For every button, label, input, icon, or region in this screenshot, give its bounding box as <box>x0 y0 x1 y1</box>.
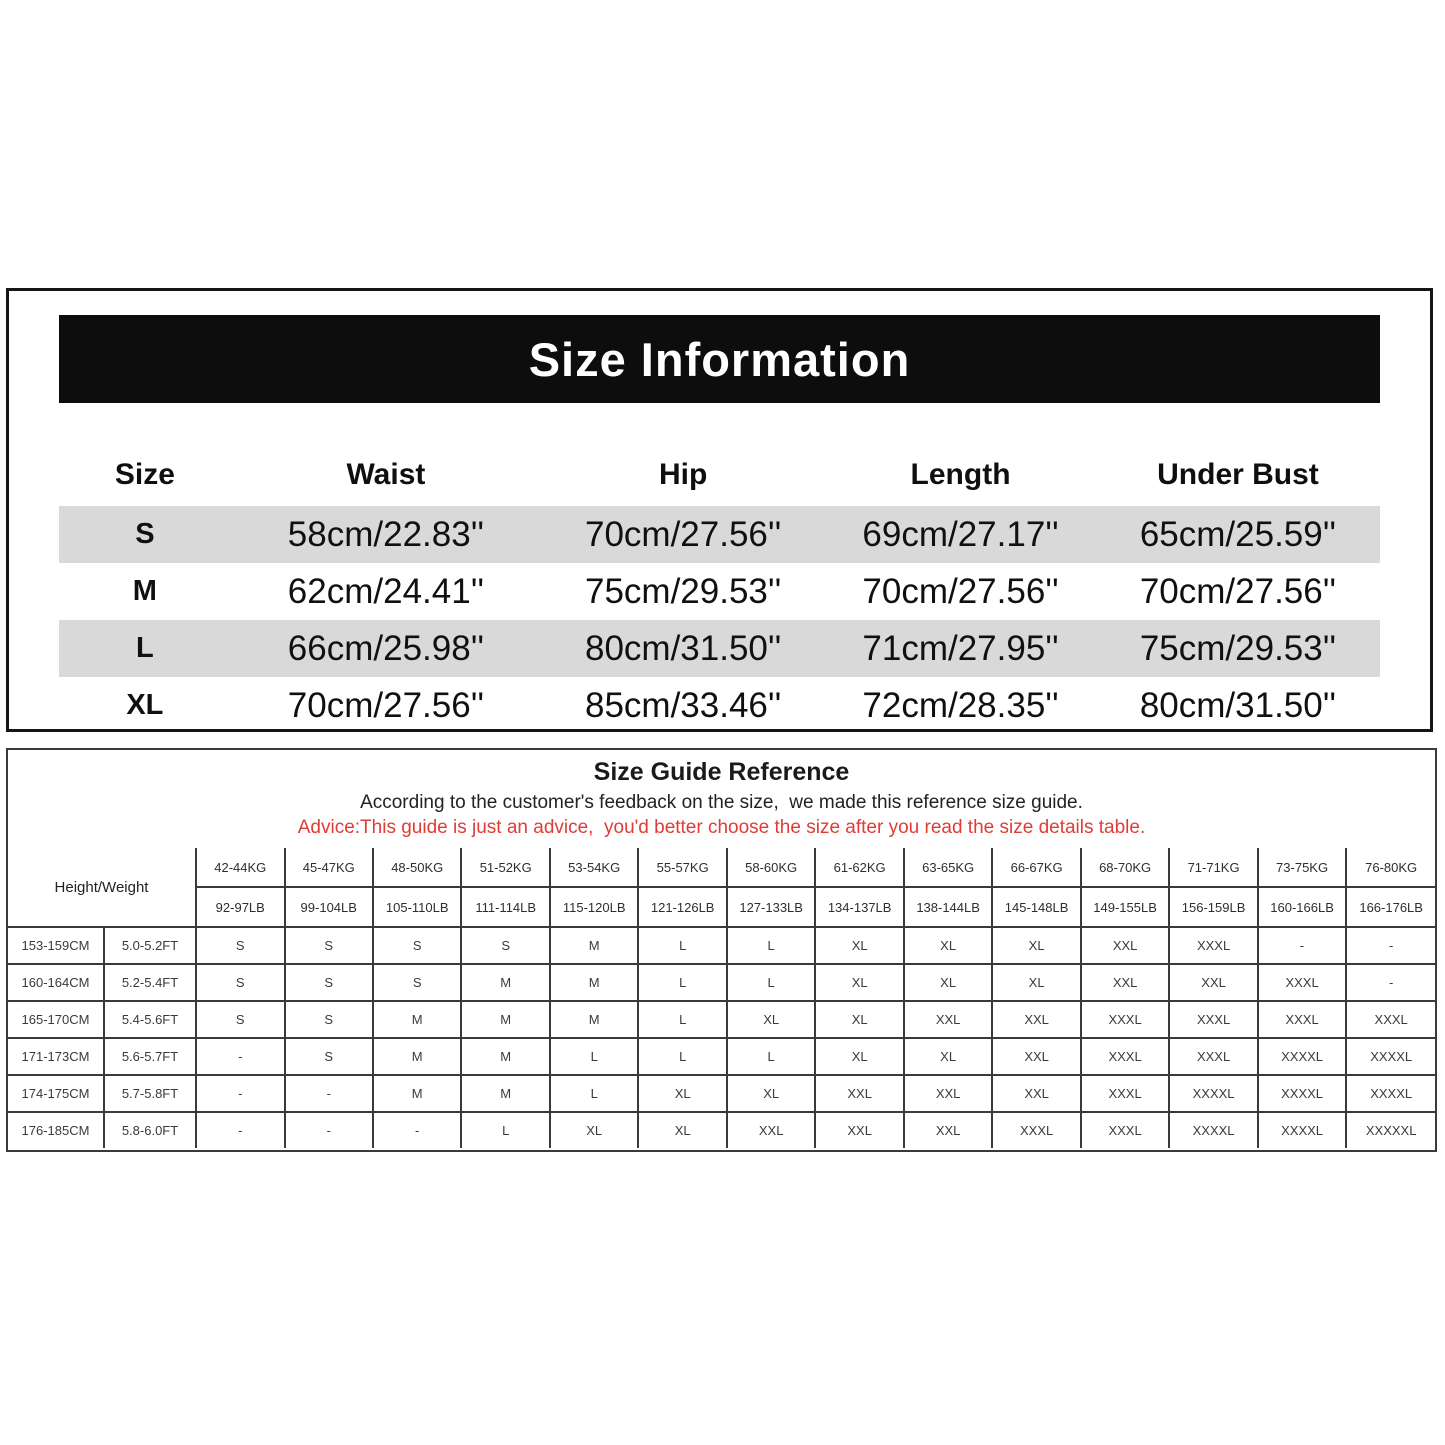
weight-lb-cell: 115-120LB <box>550 887 638 927</box>
recommended-size-cell: XXL <box>727 1112 815 1148</box>
weight-kg-cell: 45-47KG <box>285 848 373 887</box>
hip-cell: 80cm/31.50'' <box>585 628 782 668</box>
recommended-size-cell: XL <box>904 927 992 964</box>
weight-lb-cell: 156-159LB <box>1169 887 1257 927</box>
recommended-size-cell: - <box>285 1075 373 1112</box>
recommended-size-cell: XL <box>815 964 903 1001</box>
weight-lb-cell: 160-166LB <box>1258 887 1346 927</box>
size-row <box>59 563 1380 620</box>
recommended-size-cell: XXXXXL <box>1346 1112 1435 1148</box>
recommended-size-cell: L <box>638 927 726 964</box>
under-bust-cell: 75cm/29.53'' <box>1139 628 1337 668</box>
recommended-size-cell: S <box>373 927 461 964</box>
recommended-size-cell: XXXXL <box>1346 1075 1435 1112</box>
weight-lb-cell: 166-176LB <box>1346 887 1435 927</box>
size-guide-table-head <box>8 848 1435 927</box>
column-header: Length <box>910 458 1011 491</box>
recommended-size-cell: S <box>196 1001 284 1038</box>
column-header: Size <box>114 458 175 491</box>
recommended-size-cell: XXL <box>815 1112 903 1148</box>
size-cell: L <box>136 632 154 664</box>
recommended-size-cell: XL <box>992 927 1080 964</box>
recommended-size-cell: XL <box>638 1075 726 1112</box>
weight-lb-cell: 145-148LB <box>992 887 1080 927</box>
size-row <box>59 506 1380 563</box>
recommended-size-cell: XL <box>992 964 1080 1001</box>
recommended-size-cell: XL <box>638 1112 726 1148</box>
weight-kg-cell: 76-80KG <box>1346 848 1435 887</box>
recommended-size-cell: XXXXL <box>1258 1038 1346 1075</box>
recommended-size-cell: XXL <box>1081 927 1169 964</box>
recommended-size-cell: L <box>727 927 815 964</box>
height-ft-cell: 5.4-5.6FT <box>104 1001 196 1038</box>
height-cm-cell: 174-175CM <box>8 1075 104 1112</box>
weight-kg-cell: 61-62KG <box>815 848 903 887</box>
recommended-size-cell: S <box>373 964 461 1001</box>
recommended-size-cell: L <box>461 1112 549 1148</box>
column-header: Hip <box>658 458 708 491</box>
weight-lb-cell: 105-110LB <box>373 887 461 927</box>
waist-cell: 70cm/27.56'' <box>287 685 485 725</box>
recommended-size-cell: - <box>196 1038 284 1075</box>
weight-kg-cell: 66-67KG <box>992 848 1080 887</box>
size-information-table-body <box>59 506 1380 734</box>
height-weight-corner-cell: Height/Weight <box>8 848 196 927</box>
recommended-size-cell: - <box>1258 927 1346 964</box>
recommended-size-cell: XXL <box>1169 964 1257 1001</box>
recommended-size-cell: XXXL <box>1169 1038 1257 1075</box>
recommended-size-cell: XXXXL <box>1346 1038 1435 1075</box>
size-cell: S <box>135 518 155 550</box>
weight-kg-cell: 48-50KG <box>373 848 461 887</box>
recommended-size-cell: M <box>461 1075 549 1112</box>
size-information-header-row <box>59 403 1380 506</box>
hip-cell: 70cm/27.56'' <box>585 514 782 554</box>
weight-lb-cell: 92-97LB <box>196 887 284 927</box>
recommended-size-cell: XXL <box>904 1001 992 1038</box>
size-guide-table-body <box>8 927 1435 1148</box>
recommended-size-cell: XXL <box>904 1075 992 1112</box>
recommended-size-cell: M <box>550 1001 638 1038</box>
weight-kg-cell: 51-52KG <box>461 848 549 887</box>
recommended-size-cell: M <box>461 964 549 1001</box>
recommended-size-cell: XXXL <box>1258 1001 1346 1038</box>
recommended-size-cell: S <box>285 927 373 964</box>
recommended-size-cell: XXXL <box>1169 927 1257 964</box>
size-guide-advice: Advice:This guide is just an advice, you'd better choose the size after you read the size details table. <box>297 817 1146 838</box>
size-cell: XL <box>126 689 164 721</box>
recommended-size-cell: XXXXL <box>1258 1112 1346 1148</box>
length-cell: 71cm/27.95'' <box>862 628 1059 668</box>
recommended-size-cell: S <box>461 927 549 964</box>
recommended-size-cell: - <box>373 1112 461 1148</box>
weight-kg-cell: 42-44KG <box>196 848 284 887</box>
recommended-size-cell: XL <box>904 964 992 1001</box>
recommended-size-cell: XL <box>550 1112 638 1148</box>
recommended-size-cell: XL <box>815 1001 903 1038</box>
under-bust-cell: 65cm/25.59'' <box>1139 514 1337 554</box>
recommended-size-cell: S <box>285 964 373 1001</box>
recommended-size-cell: M <box>550 964 638 1001</box>
size-information-banner <box>59 315 1380 403</box>
recommended-size-cell: XXL <box>992 1038 1080 1075</box>
recommended-size-cell: XL <box>904 1038 992 1075</box>
height-cm-cell: 165-170CM <box>8 1001 104 1038</box>
recommended-size-cell: L <box>727 964 815 1001</box>
waist-cell: 66cm/25.98'' <box>287 628 485 668</box>
recommended-size-cell: XXL <box>992 1001 1080 1038</box>
size-row <box>59 677 1380 734</box>
recommended-size-cell: S <box>196 927 284 964</box>
under-bust-cell: 80cm/31.50'' <box>1139 685 1337 725</box>
hip-cell: 75cm/29.53'' <box>585 571 782 611</box>
recommended-size-cell: S <box>285 1038 373 1075</box>
guide-row <box>8 1001 1435 1038</box>
size-row <box>59 620 1380 677</box>
guide-row <box>8 1112 1435 1148</box>
height-cm-cell: 153-159CM <box>8 927 104 964</box>
height-ft-cell: 5.7-5.8FT <box>104 1075 196 1112</box>
height-ft-cell: 5.0-5.2FT <box>104 927 196 964</box>
recommended-size-cell: XL <box>727 1075 815 1112</box>
recommended-size-cell: S <box>196 964 284 1001</box>
height-cm-cell: 176-185CM <box>8 1112 104 1148</box>
recommended-size-cell: - <box>1346 927 1435 964</box>
recommended-size-cell: L <box>727 1038 815 1075</box>
length-cell: 72cm/28.35'' <box>862 685 1059 725</box>
recommended-size-cell: XL <box>815 1038 903 1075</box>
recommended-size-cell: XXXXL <box>1258 1075 1346 1112</box>
recommended-size-cell: XXXL <box>1081 1001 1169 1038</box>
weight-lb-cell: 138-144LB <box>904 887 992 927</box>
length-cell: 70cm/27.56'' <box>862 571 1059 611</box>
waist-cell: 58cm/22.83'' <box>287 514 485 554</box>
size-cell: M <box>132 575 157 607</box>
recommended-size-cell: XXXL <box>1081 1112 1169 1148</box>
guide-row <box>8 927 1435 964</box>
recommended-size-cell: L <box>638 1001 726 1038</box>
recommended-size-cell: XXXL <box>1081 1075 1169 1112</box>
height-ft-cell: 5.2-5.4FT <box>104 964 196 1001</box>
size-guide-subtitle: According to the customer's feedback on the size, we made this reference size guide. <box>360 792 1083 813</box>
recommended-size-cell: XXL <box>1081 964 1169 1001</box>
recommended-size-cell: XXXXL <box>1169 1075 1257 1112</box>
height-ft-cell: 5.8-6.0FT <box>104 1112 196 1148</box>
recommended-size-cell: M <box>373 1001 461 1038</box>
height-cm-cell: 171-173CM <box>8 1038 104 1075</box>
recommended-size-cell: M <box>373 1038 461 1075</box>
height-ft-cell: 5.6-5.7FT <box>104 1038 196 1075</box>
guide-row <box>8 1038 1435 1075</box>
size-guide-table <box>8 848 1435 1148</box>
under-bust-cell: 70cm/27.56'' <box>1139 571 1337 611</box>
recommended-size-cell: L <box>638 1038 726 1075</box>
size-guide-section <box>6 748 1437 1152</box>
hip-cell: 85cm/33.46'' <box>585 685 782 725</box>
recommended-size-cell: M <box>461 1038 549 1075</box>
weight-lb-cell: 111-114LB <box>461 887 549 927</box>
weight-lb-row <box>8 887 1435 927</box>
column-header: Under Bust <box>1157 458 1319 491</box>
recommended-size-cell: M <box>373 1075 461 1112</box>
weight-lb-cell: 121-126LB <box>638 887 726 927</box>
recommended-size-cell: XXL <box>815 1075 903 1112</box>
recommended-size-cell: L <box>550 1075 638 1112</box>
weight-kg-cell: 58-60KG <box>727 848 815 887</box>
size-guide-title: Size Guide Reference <box>593 758 850 786</box>
weight-kg-cell: 68-70KG <box>1081 848 1169 887</box>
weight-lb-cell: 134-137LB <box>815 887 903 927</box>
size-information-table <box>59 403 1380 734</box>
recommended-size-cell: - <box>285 1112 373 1148</box>
recommended-size-cell: XL <box>727 1001 815 1038</box>
recommended-size-cell: XXXL <box>992 1112 1080 1148</box>
weight-kg-cell: 73-75KG <box>1258 848 1346 887</box>
size-information-inner <box>9 315 1430 734</box>
recommended-size-cell: XXXL <box>1258 964 1346 1001</box>
guide-row <box>8 1075 1435 1112</box>
recommended-size-cell: XXXL <box>1169 1001 1257 1038</box>
recommended-size-cell: M <box>461 1001 549 1038</box>
recommended-size-cell: M <box>550 927 638 964</box>
weight-lb-cell: 149-155LB <box>1081 887 1169 927</box>
recommended-size-cell: XXL <box>904 1112 992 1148</box>
recommended-size-cell: S <box>285 1001 373 1038</box>
weight-kg-row <box>8 848 1435 887</box>
guide-row <box>8 964 1435 1001</box>
recommended-size-cell: XXXXL <box>1169 1112 1257 1148</box>
column-header: Waist <box>346 458 426 491</box>
recommended-size-cell: - <box>196 1112 284 1148</box>
recommended-size-cell: XL <box>815 927 903 964</box>
weight-kg-cell: 71-71KG <box>1169 848 1257 887</box>
waist-cell: 62cm/24.41'' <box>287 571 485 611</box>
weight-kg-cell: 53-54KG <box>550 848 638 887</box>
weight-kg-cell: 55-57KG <box>638 848 726 887</box>
size-information-section <box>6 288 1433 732</box>
recommended-size-cell: XXXL <box>1346 1001 1435 1038</box>
weight-lb-cell: 99-104LB <box>285 887 373 927</box>
recommended-size-cell: - <box>196 1075 284 1112</box>
height-cm-cell: 160-164CM <box>8 964 104 1001</box>
recommended-size-cell: L <box>638 964 726 1001</box>
size-information-table-head <box>59 403 1380 506</box>
weight-kg-cell: 63-65KG <box>904 848 992 887</box>
recommended-size-cell: L <box>550 1038 638 1075</box>
weight-lb-cell: 127-133LB <box>727 887 815 927</box>
size-information-title: Size Information <box>528 332 911 386</box>
recommended-size-cell: XXL <box>992 1075 1080 1112</box>
length-cell: 69cm/27.17'' <box>862 514 1059 554</box>
recommended-size-cell: XXXL <box>1081 1038 1169 1075</box>
recommended-size-cell: - <box>1346 964 1435 1001</box>
